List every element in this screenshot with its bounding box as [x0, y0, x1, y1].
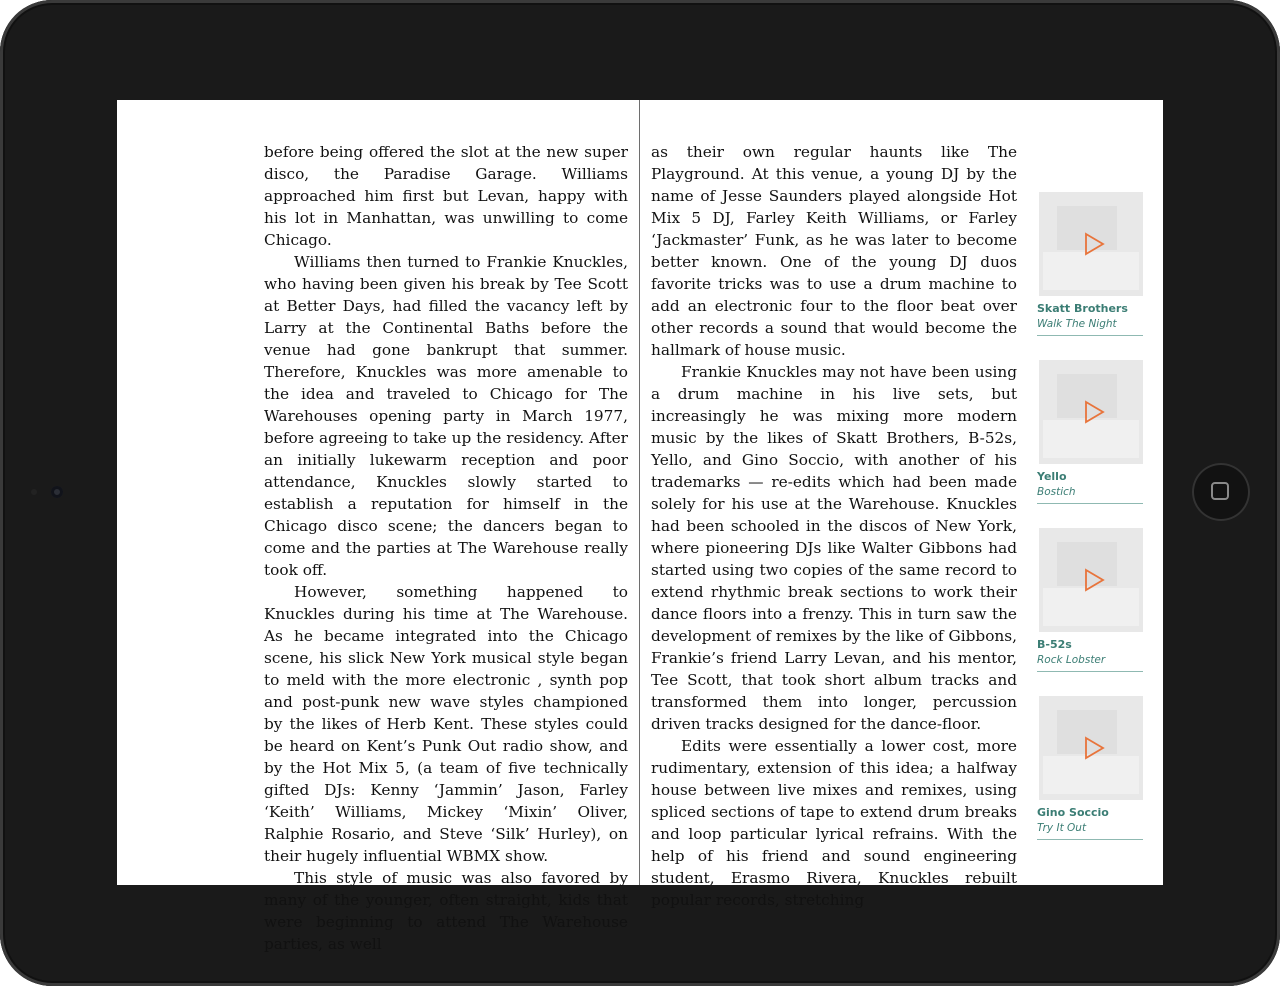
album-cover[interactable]	[1039, 528, 1143, 632]
left-page-column	[264, 141, 628, 955]
track-sidebar	[1037, 192, 1147, 864]
front-camera	[51, 486, 63, 498]
track-artist: Skatt Brothers	[1037, 302, 1128, 315]
track-title: Walk The Night	[1037, 318, 1117, 330]
paragraph: This style of music was also favored by many of the younger, often straight, kids that were beginning to attend The Warehouse parties, as well	[264, 869, 628, 953]
play-icon[interactable]	[1083, 400, 1105, 424]
divider	[1037, 671, 1143, 672]
divider	[1037, 503, 1143, 504]
track-artist: Yello	[1037, 470, 1067, 483]
sensor-dot	[31, 489, 37, 495]
divider	[1037, 839, 1143, 840]
home-square-icon	[1211, 482, 1229, 500]
album-cover[interactable]	[1039, 192, 1143, 296]
track-item[interactable]	[1037, 192, 1143, 360]
right-page-column	[651, 141, 1017, 911]
paragraph: before being offered the slot at the new super disco, the Paradise Garage. Williams approached him first but Levan, happy with his lot in Manhattan, was unwilling to come Chicago.	[264, 143, 628, 249]
track-item[interactable]	[1037, 528, 1143, 696]
play-icon[interactable]	[1083, 736, 1105, 760]
track-item[interactable]	[1037, 360, 1143, 528]
ebook-screen	[117, 100, 1163, 953]
track-artist: Gino Soccio	[1037, 806, 1109, 819]
paragraph: Edits were essentially a lower cost, more rudimentary, extension of this idea; a halfway house between live mixes and remixes, using spliced sections of tape to extend drum breaks and loop particular lyrical refrains. With the help of his friend and sound engineering student, Erasmo Rivera, Knuckles rebuilt popular records, stretching	[651, 737, 1017, 909]
home-button[interactable]	[1192, 463, 1250, 521]
page-divider	[639, 100, 640, 885]
track-title: Try It Out	[1037, 822, 1087, 834]
divider	[1037, 335, 1143, 336]
track-title: Bostich	[1037, 486, 1076, 498]
track-item[interactable]	[1037, 696, 1143, 864]
play-icon[interactable]	[1083, 232, 1105, 256]
album-cover[interactable]	[1039, 360, 1143, 464]
album-cover[interactable]	[1039, 696, 1143, 800]
track-artist: B-52s	[1037, 638, 1072, 651]
paragraph: However, something happened to Knuckles during his time at The Warehouse. As he became integrated into the Chicago scene, his slick New York musical style began to meld with the more electronic , synth pop and post-punk new wave styles championed by the likes of Herb Kent. These styles could be heard on Kent’s Punk Out radio show, and by the Hot Mix 5, (a team of five technically gifted DJs: Kenny ‘Jammin’ Jason, Farley ‘Keith’ Williams, Mickey ‘Mixin’ Oliver, Ralphie Rosario, and Steve ‘Silk’ Hurley), on their hugely influential WBMX show.	[264, 583, 628, 865]
track-title: Rock Lobster	[1037, 654, 1106, 666]
paragraph: Frankie Knuckles may not have been using a drum machine in his live sets, but increasingly he was mixing more modern music by the likes of Skatt Brothers, B-52s, Yello, and Gino Soccio, with another of his trademarks — re-edits which had been made solely for his use at the Warehouse. Knuckles had been schooled in the discos of New York, where pioneering DJs like Walter Gibbons had started using two copies of the same record to extend rhythmic break sections to work their dance floors into a frenzy. This in turn saw the development of remixes by the like of Gibbons, Frankie’s friend Larry Levan, and his mentor, Tee Scott, that took short album tracks and transformed them into longer, percussion driven tracks designed for the dance-floor.	[651, 363, 1017, 733]
play-icon[interactable]	[1083, 568, 1105, 592]
paragraph: as their own regular haunts like The Playground. At this venue, a young DJ by the name of Jesse Saunders played alongside Hot Mix 5 DJ, Farley Keith Williams, or Farley ‘Jackmaster’ Funk, as he was later to become better known. One of the young DJ duos favorite tricks was to use a drum machine to add an electronic four to the floor beat over other records a sound that would become the hallmark of house music.	[651, 143, 1017, 359]
paragraph: Williams then turned to Frankie Knuckles, who having been given his break by Tee Scott at Better Days, had filled the vacancy left by Larry at the Continental Baths before the venue had gone bankrupt that summer. Therefore, Knuckles was more amenable to the idea and traveled to Chicago for The Warehouses opening party in March 1977, before agreeing to take up the residency. After an initially lukewarm reception and poor attendance, Knuckles slowly started to establish a reputation for himself in the Chicago disco scene; the dancers began to come and the parties at The Warehouse really took off.	[264, 253, 628, 579]
